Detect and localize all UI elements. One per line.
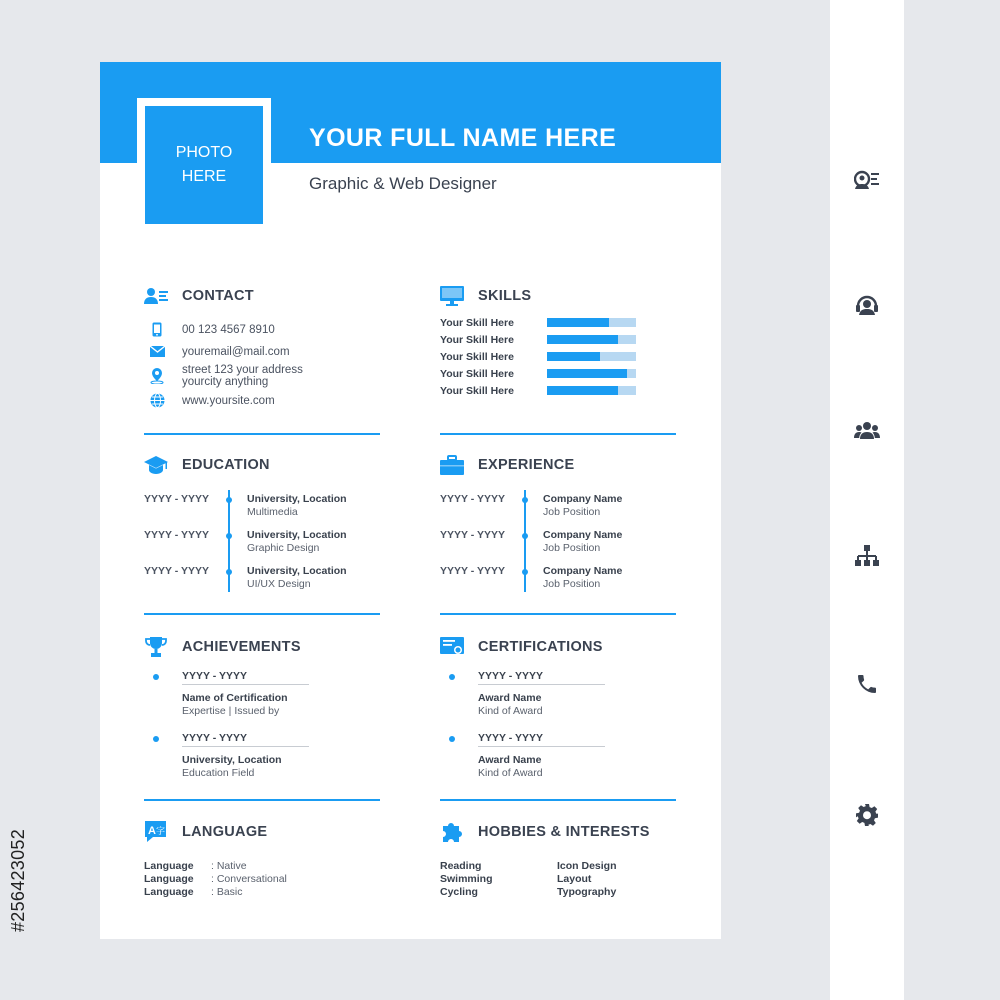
location-pin-icon (144, 368, 182, 384)
education-item-title: University, Location (247, 565, 347, 577)
hobby-item: Icon Design (557, 860, 617, 872)
translate-icon (144, 821, 170, 843)
contact-email: youremail@mail.com (144, 341, 384, 362)
svg-text:A: A (148, 825, 156, 837)
language-name: Language (144, 873, 194, 885)
certifications-item-subtitle: Kind of Award (478, 767, 543, 779)
education-item-title: University, Location (247, 529, 347, 541)
photo-frame (137, 98, 271, 232)
timeline-dot (522, 497, 528, 503)
underline (182, 746, 309, 747)
photo-placeholder (145, 106, 263, 224)
experience-item-subtitle: Job Position (543, 578, 601, 590)
experience-item-subtitle: Job Position (543, 506, 601, 518)
section-title: EXPERIENCE (478, 457, 575, 473)
certifications-item-title: Award Name (478, 692, 542, 704)
section-title: HOBBIES & INTERESTS (478, 824, 650, 840)
section-title: ACHIEVEMENTS (182, 639, 301, 655)
stock-id: #256423052 (8, 828, 29, 932)
skill-name: Your Skill Here (440, 367, 514, 380)
graduation-cap-icon (144, 454, 170, 476)
divider (144, 613, 380, 615)
underline (478, 684, 605, 685)
trophy-icon (144, 636, 170, 658)
certifications-item-subtitle: Kind of Award (478, 705, 543, 717)
divider (440, 799, 676, 801)
section-title: CONTACT (182, 288, 254, 304)
icon-sidebar (830, 0, 904, 1000)
skill-name: Your Skill Here (440, 384, 514, 397)
contact-card-icon (854, 167, 880, 193)
experience-item (440, 526, 680, 562)
timeline-dot (522, 569, 528, 575)
svg-text:字: 字 (156, 827, 166, 837)
contact-phone: 00 123 4567 8910 (144, 319, 384, 340)
skill-row (440, 365, 680, 382)
mobile-phone-icon (144, 322, 182, 337)
language-name: Language (144, 886, 194, 898)
education-item (144, 490, 384, 526)
language-row (144, 860, 384, 873)
language-section (144, 820, 384, 899)
experience-item-title: Company Name (543, 565, 623, 577)
certifications-item-title: Award Name (478, 754, 542, 766)
year-range: YYYY - YYYY (144, 529, 209, 541)
experience-item-subtitle: Job Position (543, 542, 601, 554)
skill-bar-fill (547, 335, 618, 344)
user-headset-icon (854, 292, 880, 318)
year-range: YYYY - YYYY (478, 670, 543, 682)
skill-bar-fill (547, 318, 609, 327)
timeline-dot (226, 569, 232, 575)
experience-item-title: Company Name (543, 493, 623, 505)
bullet-dot (153, 736, 159, 742)
education-item (144, 562, 384, 598)
language-level: : Conversational (211, 873, 287, 885)
skill-name: Your Skill Here (440, 350, 514, 363)
mail-icon (144, 346, 182, 357)
skill-bar (547, 318, 636, 327)
skill-bar-fill (547, 386, 618, 395)
experience-item (440, 562, 680, 598)
achievements-item (144, 669, 384, 731)
sitemap-icon (854, 543, 880, 569)
year-range: YYYY - YYYY (182, 732, 247, 744)
year-range: YYYY - YYYY (182, 670, 247, 682)
photo-line-2: HERE (181, 168, 227, 185)
skill-bar (547, 335, 636, 344)
skill-bar (547, 386, 636, 395)
timeline-dot (226, 497, 232, 503)
achievements-section (144, 635, 384, 793)
monitor-icon (440, 285, 466, 307)
contact-website: www.yoursite.com (144, 390, 384, 411)
certifications-item (440, 669, 680, 731)
achievements-item-title: Name of Certification (182, 692, 288, 704)
hobby-item: Swimming (440, 873, 493, 885)
year-range: YYYY - YYYY (440, 529, 505, 541)
language-name: Language (144, 860, 194, 872)
year-range: YYYY - YYYY (440, 565, 505, 577)
underline (182, 684, 309, 685)
year-range: YYYY - YYYY (144, 565, 209, 577)
bullet-dot (449, 674, 455, 680)
puzzle-icon (440, 821, 466, 843)
gear-icon (854, 802, 880, 828)
divider (144, 433, 380, 435)
resume-page (100, 62, 721, 939)
skill-bar (547, 369, 636, 378)
skills-section (440, 284, 680, 399)
divider (440, 433, 676, 435)
skill-bar-fill (547, 369, 627, 378)
photo-line-1: PHOTO (175, 144, 233, 161)
divider (144, 799, 380, 801)
education-item-subtitle: UI/UX Design (247, 578, 311, 590)
year-range: YYYY - YYYY (478, 732, 543, 744)
timeline-dot (226, 533, 232, 539)
bullet-dot (449, 736, 455, 742)
achievements-item (144, 731, 384, 793)
achievements-item-subtitle: Education Field (182, 767, 255, 779)
experience-section (440, 453, 680, 598)
skill-row (440, 348, 680, 365)
skill-row (440, 331, 680, 348)
skill-row (440, 382, 680, 399)
experience-item (440, 490, 680, 526)
certificate-icon (440, 636, 466, 658)
education-item (144, 526, 384, 562)
team-icon (854, 417, 880, 443)
language-level: : Native (211, 860, 247, 872)
achievements-item-subtitle: Expertise | Issued by (182, 705, 280, 717)
certifications-section (440, 635, 680, 793)
briefcase-icon (440, 454, 466, 476)
language-row (144, 886, 384, 899)
year-range: YYYY - YYYY (440, 493, 505, 505)
skill-bar (547, 352, 636, 361)
section-title: SKILLS (478, 288, 532, 304)
section-title: LANGUAGE (182, 824, 268, 840)
language-row (144, 873, 384, 886)
timeline-dot (522, 533, 528, 539)
experience-item-title: Company Name (543, 529, 623, 541)
skill-name: Your Skill Here (440, 333, 514, 346)
globe-icon (144, 393, 182, 408)
contact-section (144, 284, 384, 411)
year-range: YYYY - YYYY (144, 493, 209, 505)
skill-name: Your Skill Here (440, 316, 514, 329)
full-name: YOUR FULL NAME HERE (309, 124, 617, 152)
education-item-title: University, Location (247, 493, 347, 505)
hobby-item: Typography (557, 886, 617, 898)
section-title: CERTIFICATIONS (478, 639, 603, 655)
skill-row (440, 314, 680, 331)
language-level: : Basic (211, 886, 243, 898)
education-item-subtitle: Graphic Design (247, 542, 320, 554)
achievements-item-title: University, Location (182, 754, 282, 766)
hobby-item: Cycling (440, 886, 478, 898)
certifications-item (440, 731, 680, 793)
education-section (144, 453, 384, 598)
education-item-subtitle: Multimedia (247, 506, 298, 518)
contact-card-icon (144, 285, 170, 307)
bullet-dot (153, 674, 159, 680)
skill-bar-fill (547, 352, 600, 361)
phone-icon (854, 671, 880, 697)
section-title: EDUCATION (182, 457, 270, 473)
hobbies-section (440, 820, 680, 899)
hobby-item: Reading (440, 860, 482, 872)
job-title: Graphic & Web Designer (309, 174, 497, 193)
divider (440, 613, 676, 615)
underline (478, 746, 605, 747)
contact-address: street 123 your address yourcity anything (144, 363, 384, 389)
hobby-item: Layout (557, 873, 592, 885)
